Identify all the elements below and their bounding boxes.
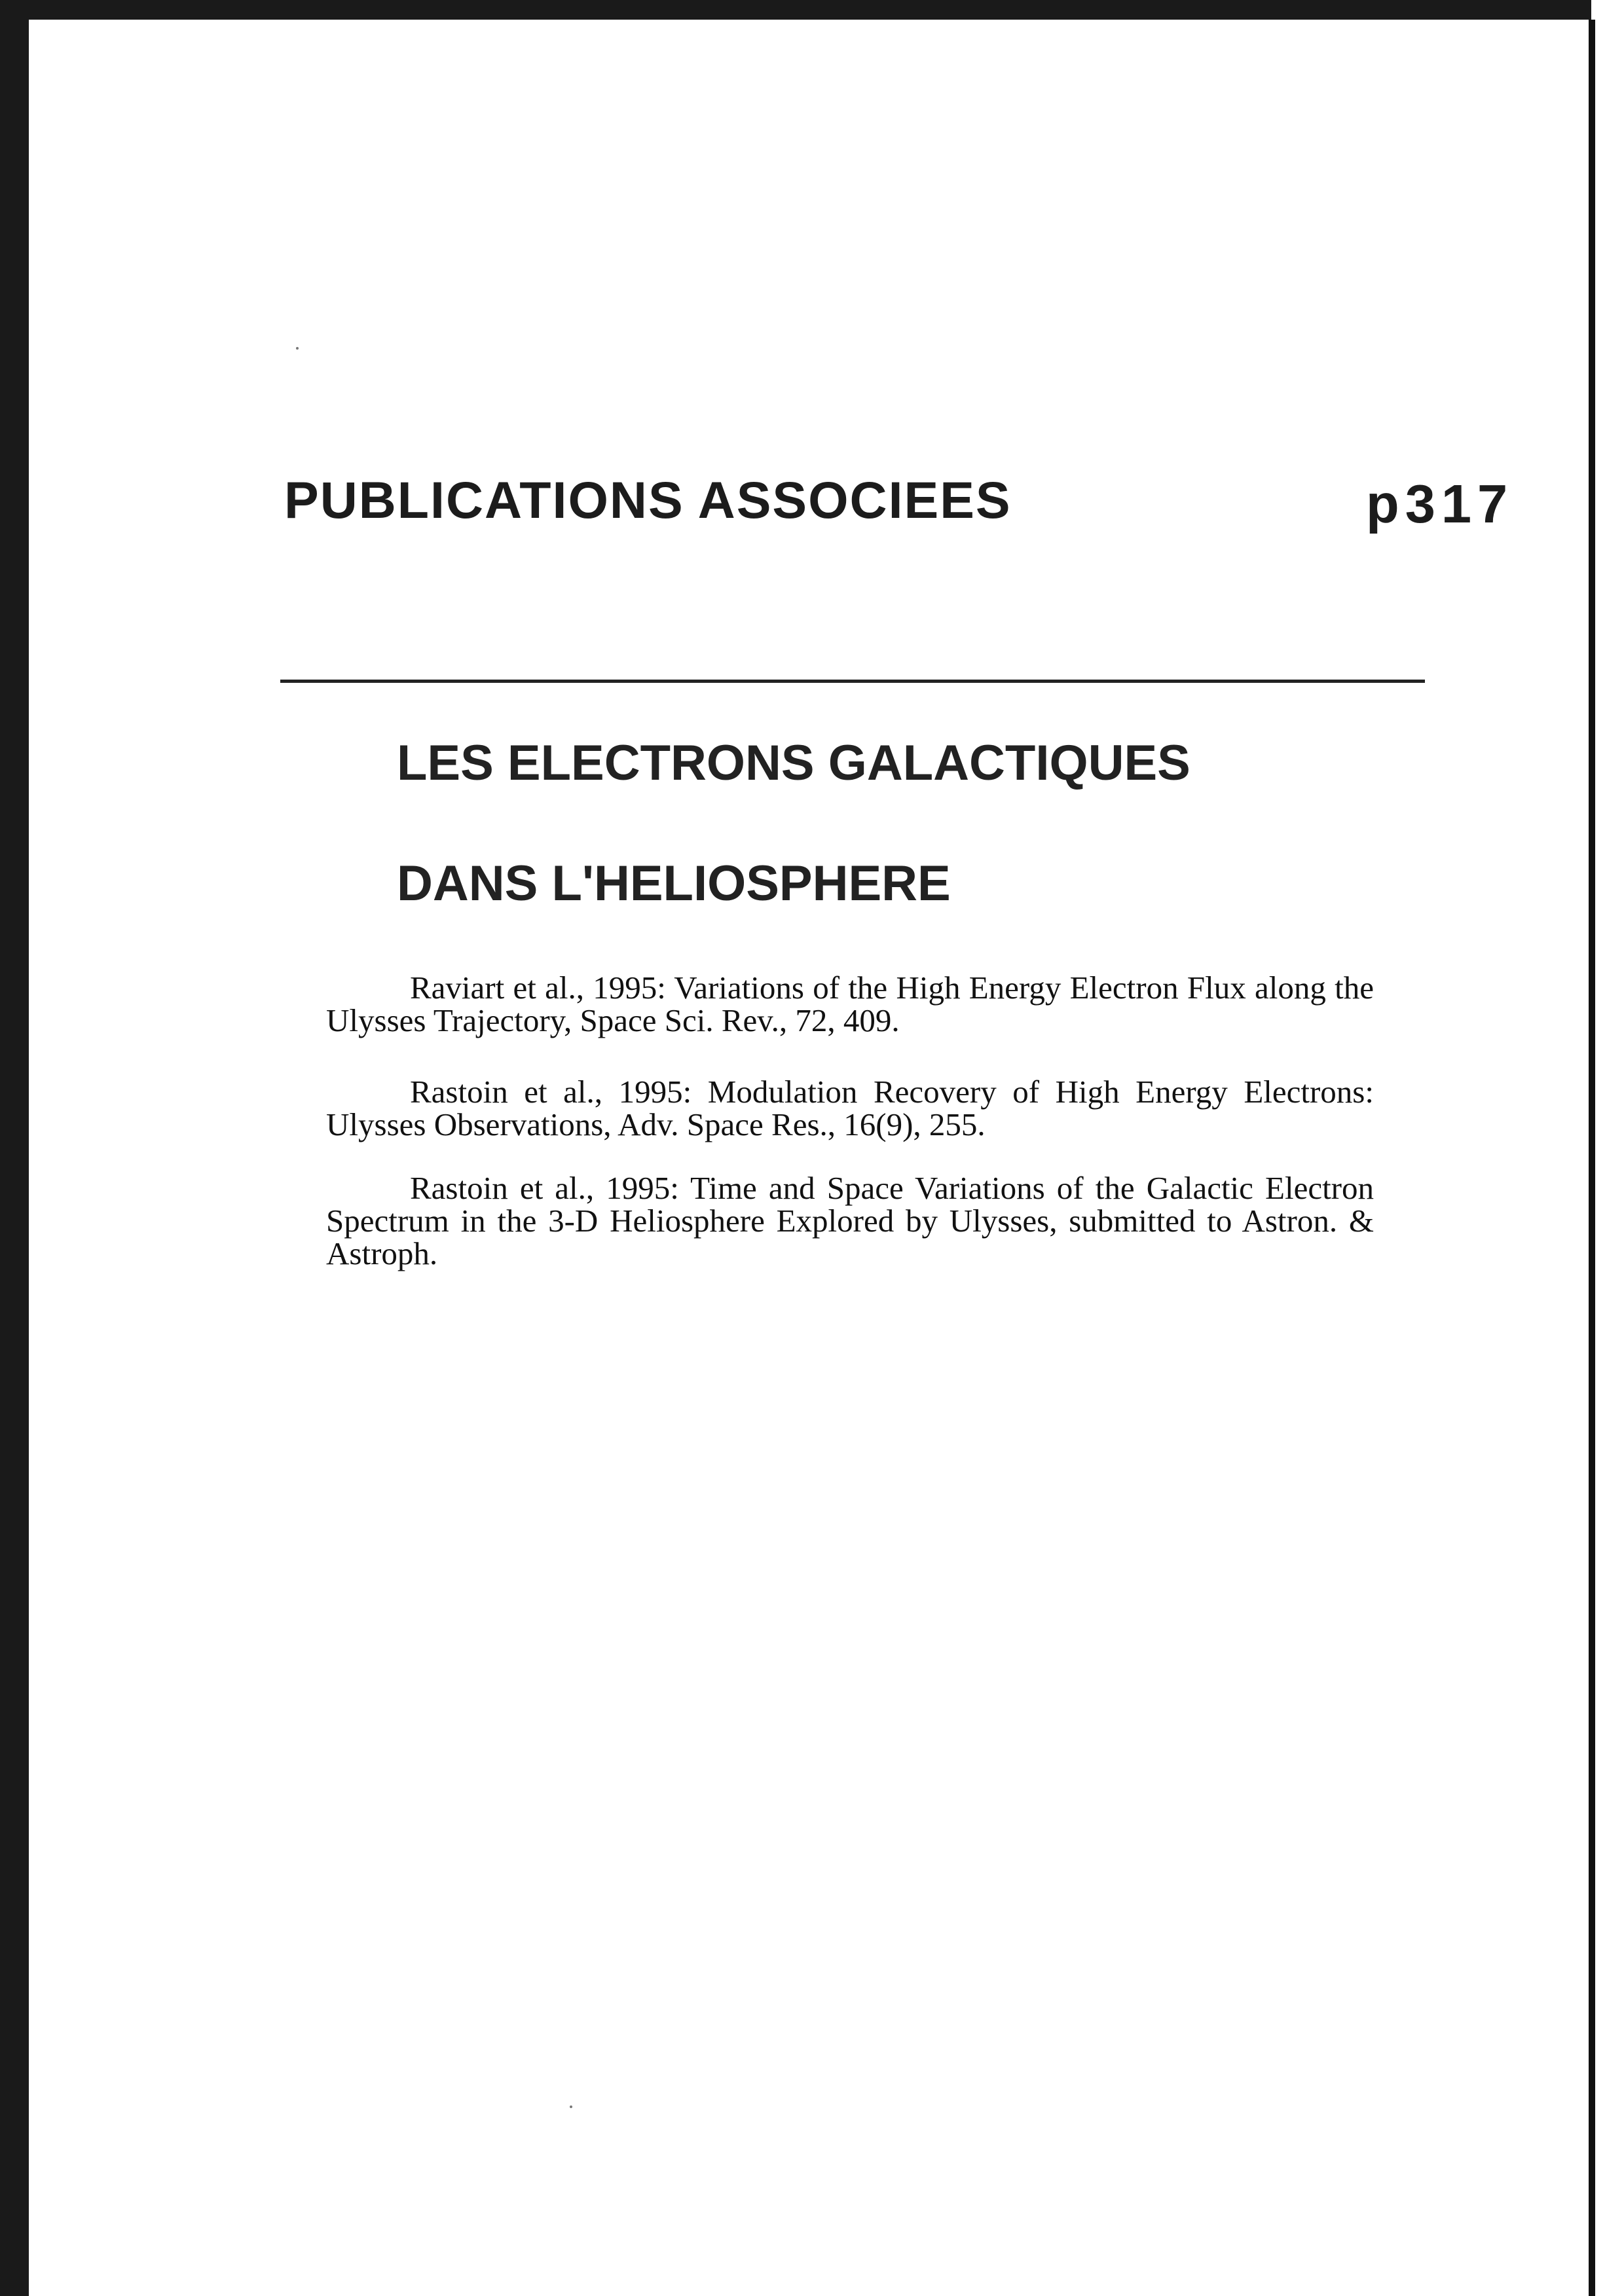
header-divider: [280, 680, 1425, 683]
page-number: p317: [1366, 473, 1514, 534]
section-title-line-1: LES ELECTRONS GALACTIQUES: [397, 735, 1190, 791]
page-right-margin: [1591, 0, 1624, 2296]
section-title-line-2: DANS L'HELIOSPHERE: [397, 856, 951, 911]
scan-speck: [296, 347, 299, 350]
reference-entry: Raviart et al., 1995: Variations of the High Energy Electron Flux along the Ulysses Trajectory, Space Sci. Rev., 72, 409.: [326, 970, 1374, 1038]
document-page: [29, 20, 1591, 2296]
scan-speck: [570, 2105, 572, 2108]
scan-edge-line: [1589, 20, 1595, 2296]
reference-entry: Rastoin et al., 1995: Time and Space Variations of the Galactic Electron Spectrum in the 3-D Heliosphere Explored by Ulysses, submitted to Astron. & Astroph.: [326, 1170, 1374, 1271]
page-header-title: PUBLICATIONS ASSOCIEES: [284, 471, 1012, 529]
reference-entry: Rastoin et al., 1995: Modulation Recovery of High Energy Electrons: Ulysses Observations, Adv. Space Res., 16(9), 255.: [326, 1074, 1374, 1142]
